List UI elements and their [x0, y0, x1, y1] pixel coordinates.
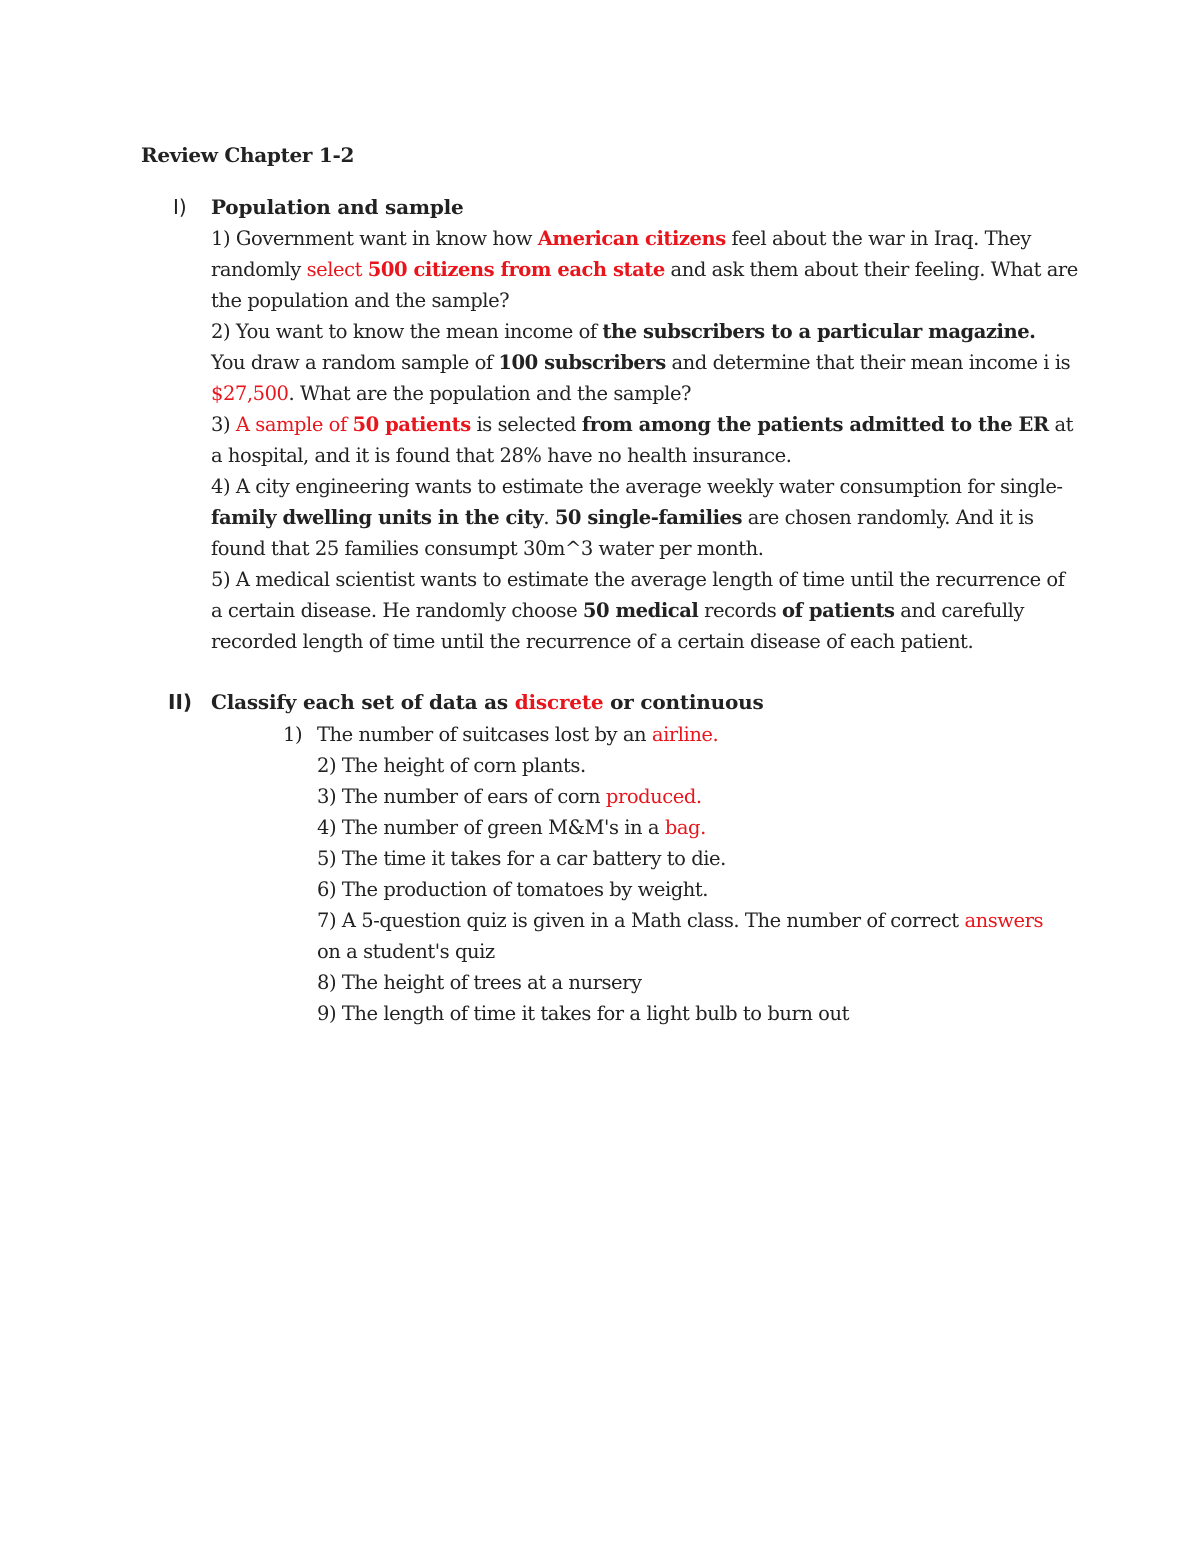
q2-line-1: 2) You want to know the mean income of the subscribers to a particular magazine. [211, 320, 1036, 343]
item-3: 3) The number of ears of corn produced. [317, 785, 702, 808]
page-title: Review Chapter 1-2 [141, 143, 355, 167]
q4-line-3: found that 25 families consumpt 30m^3 water per month. [211, 537, 764, 560]
item-9: 9) The length of time it takes for a light bulb to burn out [317, 1002, 849, 1025]
item-1-number: 1) [283, 723, 303, 746]
item-7: 7) A 5-question quiz is given in a Math class. The number of correct answers [317, 909, 1044, 932]
section-1-heading: Population and sample [211, 195, 464, 219]
item-6: 6) The production of tomatoes by weight. [317, 878, 709, 901]
q1-line-2: randomly select 500 citizens from each state and ask them about their feeling. What are [211, 258, 1078, 281]
q5-line-2: a certain disease. He randomly choose 50 medical records of patients and carefully [211, 599, 1024, 622]
q4-line-1: 4) A city engineering wants to estimate the average weekly water consumption for single- [211, 475, 1063, 498]
item-2: 2) The height of corn plants. [317, 754, 586, 777]
section-1-numeral: I) [173, 195, 187, 219]
q1-line-3: the population and the sample? [211, 289, 510, 312]
q2-line-2: You draw a random sample of 100 subscribers and determine that their mean income i is [211, 351, 1071, 374]
q5-line-1: 5) A medical scientist wants to estimate the average length of time until the recurrence of [211, 568, 1065, 591]
item-7-continued: on a student's quiz [317, 940, 495, 963]
q1-line-1: 1) Government want in know how American citizens feel about the war in Iraq. They [211, 227, 1031, 250]
section-2-heading: Classify each set of data as discrete or continuous [211, 690, 764, 714]
item-8: 8) The height of trees at a nursery [317, 971, 642, 994]
item-4: 4) The number of green M&M's in a bag. [317, 816, 706, 839]
item-5: 5) The time it takes for a car battery to die. [317, 847, 726, 870]
q4-line-2: family dwelling units in the city. 50 single-families are chosen randomly. And it is [211, 506, 1034, 529]
q3-line-1: 3) A sample of 50 patients is selected from among the patients admitted to the ER at [211, 413, 1074, 436]
q3-line-2: a hospital, and it is found that 28% have no health insurance. [211, 444, 792, 467]
item-1: The number of suitcases lost by an airline. [317, 723, 719, 746]
q2-line-3: $27,500. What are the population and the sample? [211, 382, 692, 405]
section-2-numeral: II) [168, 690, 193, 714]
q5-line-3: recorded length of time until the recurrence of a certain disease of each patient. [211, 630, 974, 653]
